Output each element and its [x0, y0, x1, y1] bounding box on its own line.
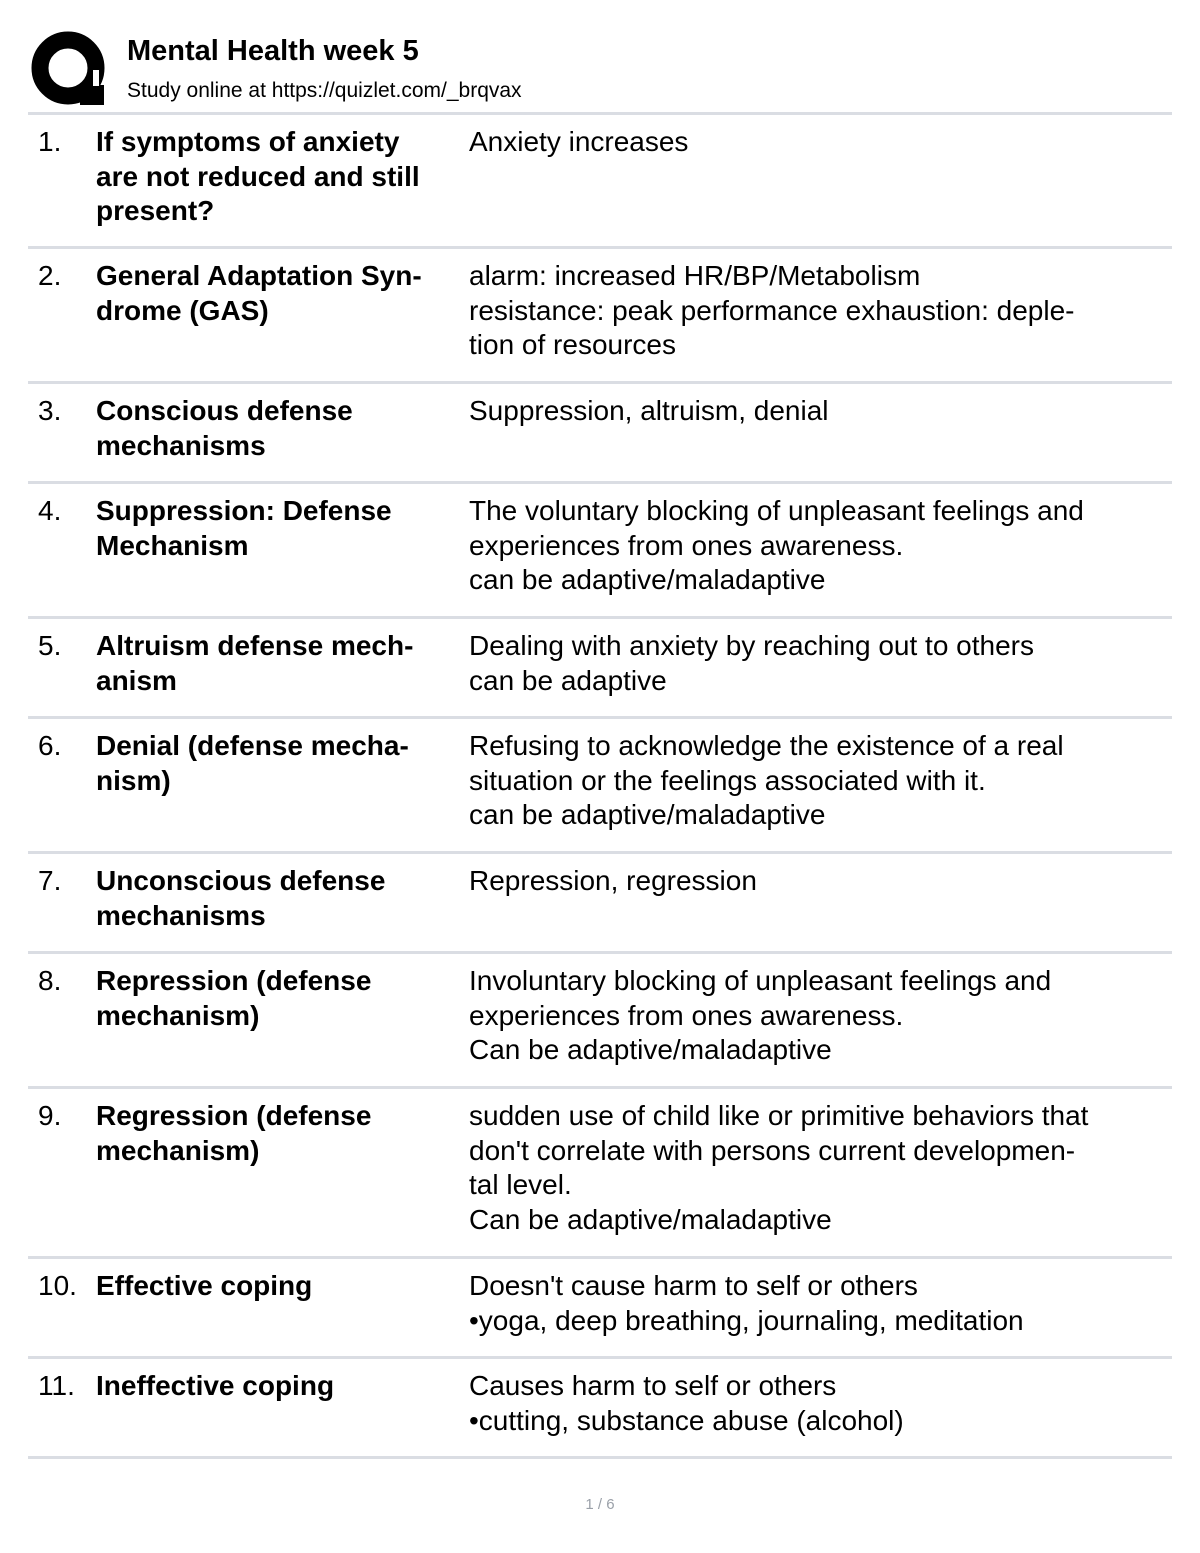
row-divider	[28, 616, 1172, 619]
term-line: Regression (defense	[96, 1100, 372, 1131]
term-line: Effective coping	[96, 1270, 313, 1301]
row-divider	[28, 1256, 1172, 1259]
definition-line: Doesn't cause harm to self or others	[469, 1270, 918, 1301]
card-number: 6.	[38, 730, 62, 761]
definition-line: •cutting, substance abuse (alcohol)	[469, 1404, 904, 1436]
card-definition	[469, 494, 1169, 598]
definition-line: Involuntary blocking of unpleasant feelings and	[469, 965, 1052, 996]
document-header	[28, 28, 1172, 112]
card-term	[96, 1269, 471, 1304]
card-definition	[469, 964, 1169, 1068]
card-number: 9.	[38, 1100, 62, 1131]
card-term	[96, 964, 471, 1033]
term-line: Conscious defense	[96, 395, 353, 426]
card-definition	[469, 1099, 1169, 1237]
definition-line: Repression, regression	[469, 865, 757, 896]
document-title: Mental Health week 5	[127, 35, 419, 67]
term-line: mechanisms	[96, 429, 266, 461]
row-divider	[28, 381, 1172, 384]
card-term	[96, 729, 471, 798]
card-definition	[469, 1269, 1169, 1338]
term-line: Ineffective coping	[96, 1370, 335, 1401]
card-definition	[469, 259, 1169, 363]
definition-line: tion of resources	[469, 329, 676, 360]
term-line: Mechanism	[96, 529, 249, 561]
term-line: Denial (defense mecha-	[96, 730, 409, 761]
card-number: 4.	[38, 495, 62, 526]
definition-line: Anxiety increases	[469, 126, 689, 157]
definition-line: Can be adaptive/maladaptive	[469, 1034, 832, 1065]
definition-line: can be adaptive/maladaptive	[469, 799, 826, 830]
term-line: are not reduced and still	[96, 160, 420, 192]
card-term	[96, 1369, 471, 1404]
card-definition	[469, 629, 1169, 698]
page-indicator: 1 / 6	[585, 1496, 615, 1513]
card-term	[96, 394, 471, 463]
term-line: Altruism defense mech-	[96, 630, 414, 661]
definition-line: sudden use of child like or primitive behaviors that	[469, 1100, 1089, 1131]
card-number: 11.	[38, 1370, 75, 1401]
row-divider	[28, 481, 1172, 484]
definition-line: situation or the feelings associated with it.	[469, 764, 986, 796]
quizlet-q-logo-icon	[30, 30, 110, 110]
definition-line: Dealing with anxiety by reaching out to others	[469, 630, 1034, 661]
definition-line: experiences from ones awareness.	[469, 529, 904, 561]
definition-line: •yoga, deep breathing, journaling, meditation	[469, 1304, 1024, 1336]
definition-line: Causes harm to self or others	[469, 1370, 837, 1401]
definition-line: can be adaptive	[469, 664, 667, 696]
card-number: 8.	[38, 965, 62, 996]
row-divider	[28, 851, 1172, 854]
term-line: nism)	[96, 764, 171, 796]
study-online-link[interactable]: Study online at https://quizlet.com/_brqvax	[127, 79, 522, 102]
definition-line: alarm: increased HR/BP/Metabolism	[469, 260, 921, 291]
card-definition	[469, 125, 1169, 160]
row-divider	[28, 1456, 1172, 1459]
card-term	[96, 629, 471, 698]
definition-line: tal level.	[469, 1169, 572, 1200]
card-definition	[469, 394, 1169, 429]
row-divider	[28, 716, 1172, 719]
card-number: 3.	[38, 395, 62, 426]
term-line: drome (GAS)	[96, 294, 269, 326]
term-line: mechanism)	[96, 1134, 260, 1166]
card-definition	[469, 864, 1169, 899]
card-definition	[469, 1369, 1169, 1438]
card-number: 1.	[38, 126, 62, 157]
definition-line: Refusing to acknowledge the existence of a real	[469, 730, 1064, 761]
row-divider	[28, 1356, 1172, 1359]
definition-line: Can be adaptive/maladaptive	[469, 1203, 832, 1235]
card-number: 2.	[38, 260, 62, 291]
term-line: Repression (defense	[96, 965, 372, 996]
definition-line: experiences from ones awareness.	[469, 999, 904, 1031]
term-line: present?	[96, 195, 215, 226]
term-line: anism	[96, 664, 177, 696]
definition-line: can be adaptive/maladaptive	[469, 564, 826, 595]
card-term	[96, 494, 471, 563]
term-line: mechanism)	[96, 999, 260, 1031]
term-line: General Adaptation Syn-	[96, 260, 422, 291]
term-line: mechanisms	[96, 899, 266, 931]
row-divider	[28, 1086, 1172, 1089]
card-term	[96, 1099, 471, 1168]
card-term	[96, 864, 471, 933]
term-line: Suppression: Defense	[96, 495, 392, 526]
header-divider	[28, 112, 1172, 115]
term-line: If symptoms of anxiety	[96, 126, 400, 157]
card-term	[96, 259, 471, 328]
definition-line: resistance: peak performance exhaustion: deple-	[469, 294, 1075, 326]
term-line: Unconscious defense	[96, 865, 386, 896]
card-term	[96, 125, 471, 229]
card-number: 7.	[38, 865, 62, 896]
row-divider	[28, 246, 1172, 249]
definition-line: don't correlate with persons current developmen-	[469, 1134, 1076, 1166]
definition-line: The voluntary blocking of unpleasant feelings and	[469, 495, 1084, 526]
card-number: 5.	[38, 630, 62, 661]
card-number: 10.	[38, 1270, 77, 1301]
row-divider	[28, 951, 1172, 954]
definition-line: Suppression, altruism, denial	[469, 395, 829, 426]
card-definition	[469, 729, 1169, 833]
